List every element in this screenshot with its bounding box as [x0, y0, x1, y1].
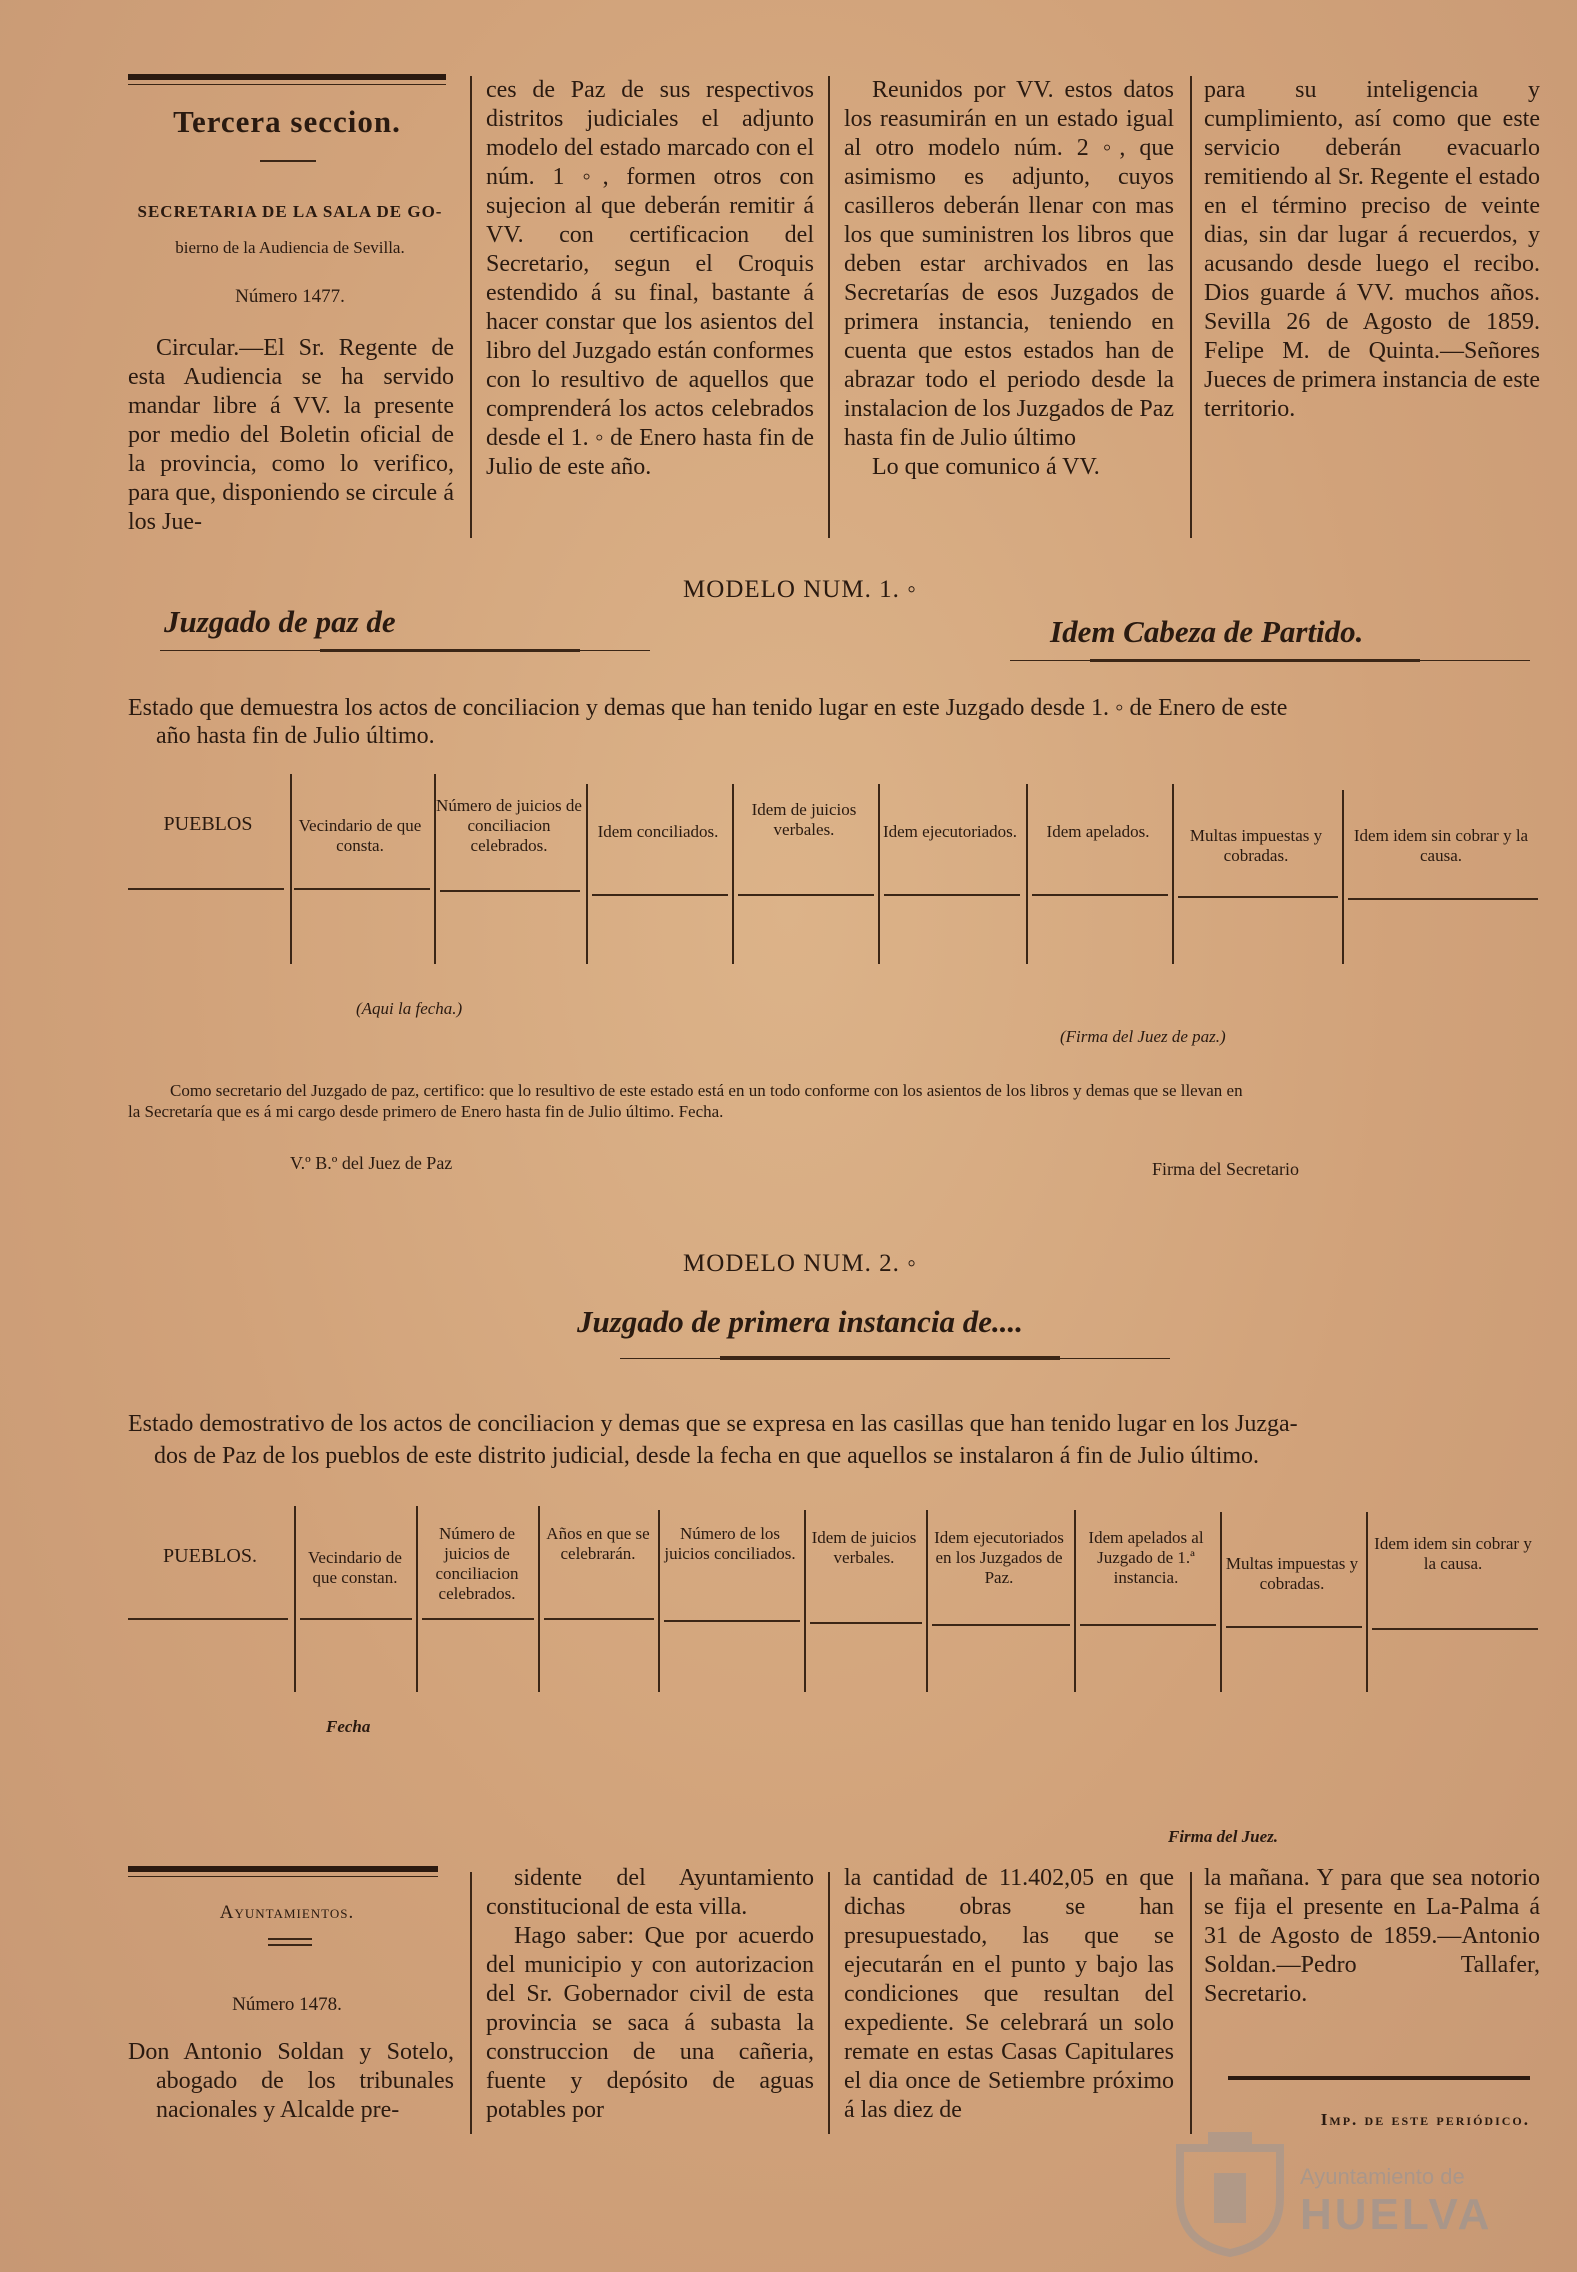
m2-header-conciliados: Número de los juicios conciliados. [664, 1524, 796, 1563]
imprenta: Imp. de este periódico. [1320, 2110, 1530, 2129]
m2-header-sin-cobrar: Idem idem sin cobrar y la causa. [1374, 1534, 1532, 1573]
bottom-col-2 [486, 1864, 814, 2125]
m2-header-apelados: Idem apelados al Juzgado de 1.ª instancia. [1088, 1528, 1204, 1587]
numero-1477: Número 1477. [235, 286, 345, 307]
modelo-1-fecha: (Aqui la fecha.) [356, 999, 463, 1018]
modelo-2-underline-bold [720, 1356, 1060, 1360]
ayuntamientos-heading: Ayuntamientos. [219, 1902, 355, 1923]
m2-header-numero-juicios: Número de juicios de conciliacion celebrados. [435, 1524, 519, 1603]
bottom-col-2-text-1: sidente del Ayuntamiento constitucional de esta villa. [486, 1865, 814, 1920]
article-col-3 [844, 76, 1174, 482]
column-rule [828, 1872, 830, 2134]
numero-1478: Número 1478. [232, 1994, 342, 2015]
article-col-3-closing: Lo que comunico á VV. [872, 454, 1100, 480]
section-title: Tercera seccion. [173, 104, 401, 139]
m1-header-apelados: Idem apelados. [1046, 822, 1150, 841]
modelo-2-description [128, 1408, 1538, 1472]
huelva-coat-of-arms-watermark [1170, 2128, 1290, 2258]
m2-header-anos: Años en que se celebrarán. [546, 1524, 650, 1563]
imprenta-rule [1228, 2076, 1530, 2080]
modelo-1-left-underline-bold [320, 649, 580, 652]
column-rule [828, 76, 830, 538]
m1-header-vecindario: Vecindario de que consta. [298, 816, 422, 855]
column-rule [470, 76, 472, 538]
m1-header-pueblos: PUEBLOS [163, 813, 253, 835]
column-rule [470, 1872, 472, 2134]
certificacion-line-2: la Secretaría que es á mi cargo desde primero de Enero hasta fin de Julio último. Fecha. [128, 1102, 724, 1121]
modelo-1-table [128, 770, 1538, 970]
bottom-rule-top [128, 1866, 438, 1872]
bottom-col-2-text-2: Hago saber: Que por acuerdo del municipio y con autorizacion del Sr. Gobernador civil de esta provincia se saca á subasta la construccion de una cañeria, fuente y depósito de aguas potables por [486, 1923, 814, 2123]
modelo-1-certificacion [128, 1080, 1538, 1122]
m1-header-ejecutoriados: Idem ejecutoriados. [882, 822, 1018, 841]
article-col-4: para su inteligencia y cumplimiento, así como que este servicio deberán evacuarlo remitiendo al Sr. Regente el estado en el término preciso de veinte dias, sin dar lugar á recuerdos, y acusando desde luego el recibo. Dios guarde á VV. muchos años. Sevilla 26 de Agosto de 1859. Felipe M. de Quinta.—Señores Jueces de primera instancia de este territorio. [1204, 77, 1540, 422]
m2-header-multas: Multas impuestas y cobradas. [1225, 1554, 1359, 1593]
modelo-1-description [128, 694, 1538, 750]
ayuntamientos-divider [268, 1938, 312, 1940]
column-rule [1190, 76, 1192, 538]
modelo-1-firma-juez: (Firma del Juez de paz.) [1060, 1027, 1226, 1046]
m2-header-pueblos: PUEBLOS. [163, 1545, 257, 1567]
m1-header-numero-juicios: Número de juicios de conciliacion celebrados. [436, 796, 582, 855]
title-divider [260, 160, 316, 162]
firma-secretario: Firma del Secretario [1152, 1159, 1299, 1179]
modelo-2-fecha: Fecha [326, 1717, 371, 1736]
article-col-2: ces de Paz de sus respectivos distritos judiciales el adjunto modelo del estado marcado con el núm. 1 ◦, formen otros con sujecion al que deberán remitir á VV. con certificacion del Secretario, segun el Croquis estendido á su final, bastante á hacer constar que los asientos del libro del Juzgado están conformes con lo resultivo de aquellos que comprenderá los actos celebrados desde el 1. ◦ de Enero hasta fin de Julio de este año. [486, 77, 814, 480]
modelo-1-left-heading: Juzgado de paz de [164, 604, 396, 639]
ayuntamientos-divider [268, 1944, 312, 1946]
modelo-2-table [128, 1506, 1538, 1692]
visto-bueno: V.º B.º del Juez de Paz [290, 1153, 453, 1173]
modelo-2-title: MODELO NUM. 2. ◦ [683, 1250, 917, 1277]
modelo-1-title: MODELO NUM. 1. ◦ [683, 576, 917, 603]
secretaria-heading: SECRETARIA DE LA SALA DE GO- [137, 202, 443, 221]
article-col-1: Circular.—El Sr. Regente de esta Audiencia se ha servido mandar libre á VV. la presente por medio del Boletin oficial de la provincia, como lo verifico, para que, disponiendo se circule á los Jue- [128, 335, 454, 535]
section-rule-thin [128, 84, 446, 85]
m1-header-multas: Multas impuestas y cobradas. [1189, 826, 1323, 865]
bottom-col-1 [128, 2038, 454, 2125]
bottom-rule-thin [128, 1876, 438, 1877]
certificacion-line-1: Como secretario del Juzgado de paz, certifico: que lo resultivo de este estado está en un todo conforme con los asientos de los libros y demas que se llevan en [170, 1081, 1243, 1100]
bottom-col-1-text: Don Antonio Soldan y Sotelo, abogado de los tribunales nacionales y Alcalde pre- [128, 2039, 454, 2123]
m1-header-juicios-verbales: Idem de juicios verbales. [751, 800, 857, 839]
modelo-2-description-line-2: dos de Paz de los pueblos de este distrito judicial, desde la fecha en que aquellos se instalaron á fin de Julio último. [154, 1443, 1260, 1469]
modelo-2-heading: Juzgado de primera instancia de.... [576, 1304, 1024, 1339]
modelo-1-right-underline-bold [1090, 659, 1420, 662]
bottom-col-3: la cantidad de 11.402,05 en que dichas obras se han presupuestado, las que se ejecutarán en el punto y bajo las condiciones que resultan del expediente. Se celebrará un solo remate en estas Casas Capitulares el dia once de Setiembre próximo á las diez de [844, 1865, 1174, 2123]
modelo-2-firma-juez: Firma del Juez. [1168, 1827, 1279, 1846]
m2-header-ejecutoriados: Idem ejecutoriados en los Juzgados de Paz. [934, 1528, 1064, 1587]
m2-header-juicios-verbales: Idem de juicios verbales. [811, 1528, 917, 1567]
modelo-2-description-line-1: Estado demostrativo de los actos de conciliacion y demas que se expresa en las casillas que han tenido lugar en los Juzga- [128, 1411, 1298, 1437]
m1-header-conciliados: Idem conciliados. [597, 822, 719, 841]
watermark-line-1: Ayuntamiento de [1300, 2164, 1465, 2189]
modelo-1-right-heading: Idem Cabeza de Partido. [1050, 614, 1364, 649]
section-rule-top [128, 74, 446, 80]
watermark-line-2: HUELVA [1300, 2190, 1493, 2239]
modelo-1-description-line-1: Estado que demuestra los actos de conciliacion y demas que han tenido lugar en este Juzgado desde 1. ◦ de Enero de este [128, 695, 1288, 721]
m2-header-vecindario: Vecindario de que constan. [308, 1548, 402, 1587]
column-rule [1190, 1872, 1192, 2134]
secretaria-subheading: bierno de la Audiencia de Sevilla. [175, 238, 405, 257]
bottom-col-4: la mañana. Y para que sea notorio se fija el presente en La-Palma á 31 de Agosto de 1859.—Antonio Soldan.—Pedro Tallafer, Secretario. [1204, 1865, 1540, 2007]
article-col-3-text: Reunidos por VV. estos datos los reasumirán en un estado igual al otro modelo núm. 2 ◦, que asimismo es adjunto, cuyos casilleros deberán llenar con mas los que suministren los libros que deben estar archivados en las Secretarías de esos Juzgados de primera instancia, teniendo en cuenta que estos estados han de abrazar todo el periodo desde la instalacion de los Juzgados de Paz hasta fin de Julio último [844, 77, 1174, 451]
modelo-1-description-line-2: año hasta fin de Julio último. [156, 723, 435, 749]
m1-header-sin-cobrar: Idem idem sin cobrar y la causa. [1353, 826, 1529, 865]
